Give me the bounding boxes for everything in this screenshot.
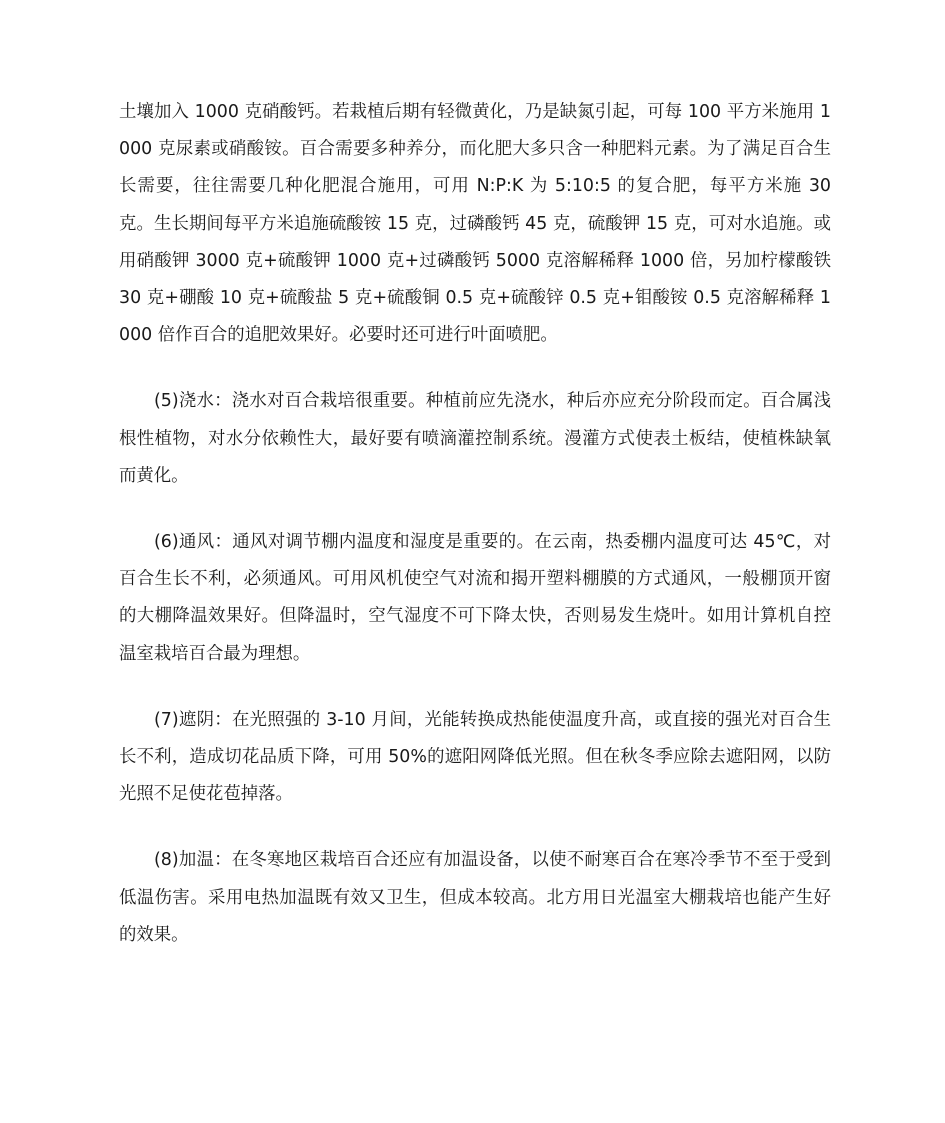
paragraph-heating: (8)加温：在冬寒地区栽培百合还应有加温设备，以使不耐寒百合在寒冷季节不至于受到低温伤害。采用电热加温既有效又卫生，但成本较高。北方用日光温室大棚栽培也能产生好的效果。 [119,850,831,945]
document-page [119,94,831,954]
paragraph-fertilization-continued: 土壤加入 1000 克硝酸钙。若栽植后期有轻微黄化，乃是缺氮引起，可每 100 平方米施用 1000 克尿素或硝酸铵。百合需要多种养分，而化肥大多只含一种肥料元素。为了满足百合生长需要，往往需要几种化肥混合施用，可用 N:P:K 为 5:10:5 的复合肥，每平方米施 30 克。生长期间每平方米追施硫酸铵 15 克，过磷酸钙 45 克，硫酸钾 15 克，可对水追施。或用硝酸钾 3000 克+硫酸钾 1000 克+过磷酸钙 5000 克溶解稀释 1000 倍，另加柠檬酸铁 30 克+硼酸 10 克+硫酸盐 5 克+硫酸铜 0.5 克+硫酸锌 0.5 克+钼酸铵 0.5 克溶解稀释 1000 倍作百合的追肥效果好。必要时还可进行叶面喷肥。 [119,102,831,346]
paragraph-watering: (5)浇水：浇水对百合栽培很重要。种植前应先浇水，种后亦应充分阶段而定。百合属浅根性植物，对水分依赖性大，最好要有喷滴灌控制系统。漫灌方式使表土板结，使植株缺氧而黄化。 [119,391,831,486]
paragraph-ventilation: (6)通风：通风对调节棚内温度和湿度是重要的。在云南，热委棚内温度可达 45℃，对百合生长不利，必须通风。可用风机使空气对流和揭开塑料棚膜的方式通风，一般棚顶开窗的大棚降温效果好。但降温时，空气湿度不可下降太快，否则易发生烧叶。如用计算机自控温室栽培百合最为理想。 [119,532,831,664]
paragraph-shading: (7)遮阴：在光照强的 3-10 月间，光能转换成热能使温度升高，或直接的强光对百合生长不利，造成切花品质下降，可用 50%的遮阳网降低光照。但在秋冬季应除去遮阳网，以防光照不足使花苞掉落。 [119,709,831,805]
